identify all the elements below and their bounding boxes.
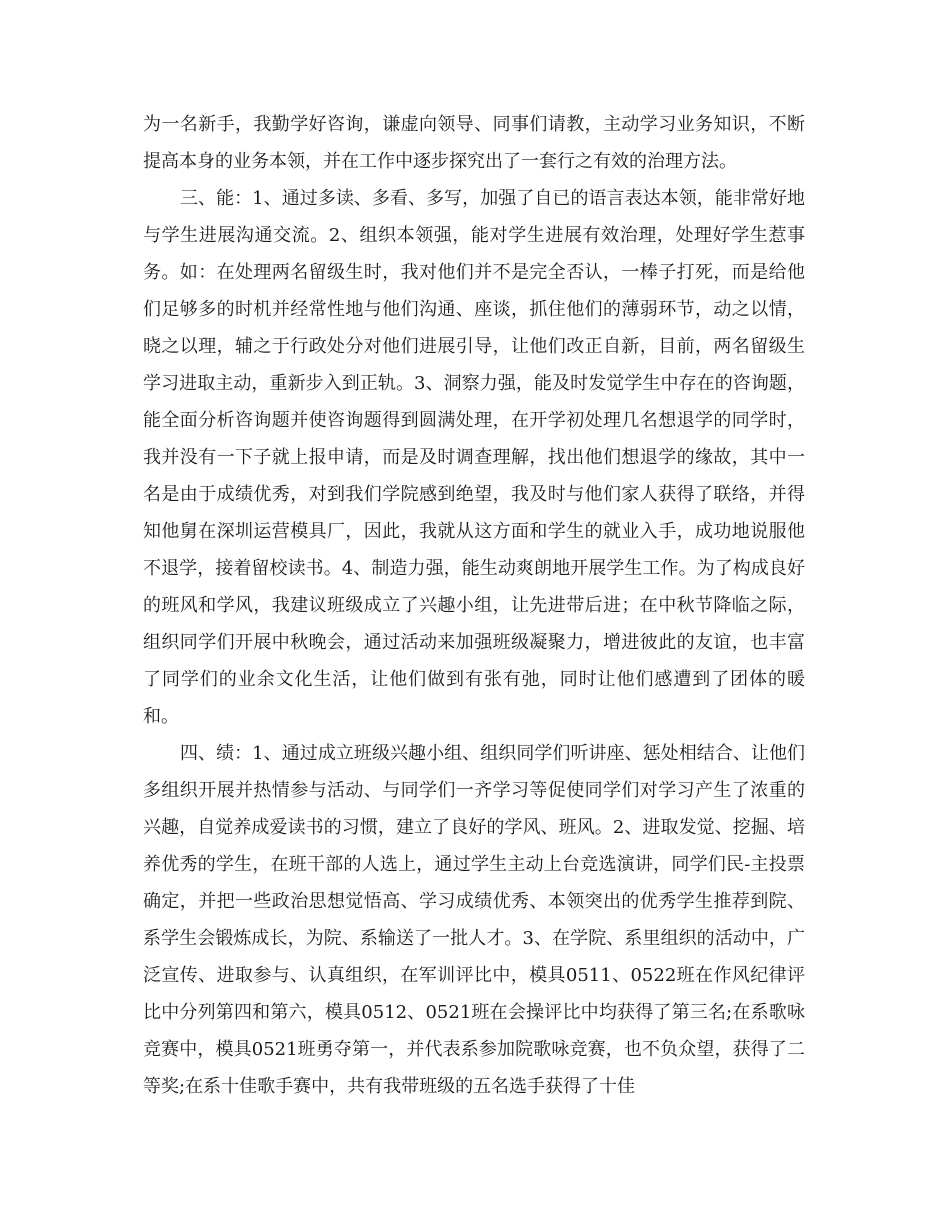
paragraph-3: 四、绩：1、通过成立班级兴趣小组、组织同学们听讲座、惩处相结合、让他们多组织开展并热情参与活动、与同学们一齐学习等促使同学们对学习产生了浓重的兴趣，自觉养成爱读书的习惯，建立了良好的学风、班风。2、进取发觉、挖掘、培养优秀的学生，在班干部的人选上，通过学生主动上台竞选演讲，同学们民-主投票确定，并把一些政治思想觉悟高、学习成绩优秀、本领突出的优秀学生推荐到院、系学生会锻炼成长，为院、系输送了一批人才。3、在学院、系里组织的活动中，广泛宣传、进取参与、认真组织，在军训评比中，模具0511、0522班在作风纪律评比中分列第四和第六，模具0512、0521班在会操评比中均获得了第三名;在系歌咏竞赛中，模具0521班勇夺第一，并代表系参加院歌咏竞赛，也不负众望，获得了二等奖;在系十佳歌手赛中，共有我带班级的五名选手获得了十佳: [143, 743, 805, 1097]
document-body: [143, 106, 805, 1105]
paragraph-1: 为一名新手，我勤学好咨询，谦虚向领导、同事们请教，主动学习业务知识，不断提高本身的业务本领，并在工作中逐步探究出了一套行之有效的治理方法。: [143, 114, 805, 172]
paragraph-2: 三、能：1、通过多读、多看、多写，加强了自已的语言表达本领，能非常好地与学生进展沟通交流。2、组织本领强，能对学生进展有效治理，处理好学生惹事务。如：在处理两名留级生时，我对他们并不是完全否认，一棒子打死，而是给他们足够多的时机并经常性地与他们沟通、座谈，抓住他们的薄弱环节，动之以情，晓之以理，辅之于行政处分对他们进展引导，让他们改正自新，目前，两名留级生学习进取主动，重新步入到正轨。3、洞察力强，能及时发觉学生中存在的咨询题，能全面分析咨询题并使咨询题得到圆满处理，在开学初处理几名想退学的同学时，我并没有一下子就上报申请，而是及时调查理解，找出他们想退学的缘故，其中一名是由于成绩优秀，对到我们学院感到绝望，我及时与他们家人获得了联络，并得知他舅在深圳运营模具厂，因此，我就从这方面和学生的就业入手，成功地说服他不退学，接着留校读书。4、制造力强，能生动爽朗地开展学生工作。为了构成良好的班风和学风，我建议班级成立了兴趣小组，让先进带后进；在中秋节降临之际，组织同学们开展中秋晚会，通过活动来加强班级凝聚力，增进彼此的友谊，也丰富了同学们的业余文化生活，让他们做到有张有弛，同时让他们感遭到了团体的暖和。: [143, 188, 805, 727]
